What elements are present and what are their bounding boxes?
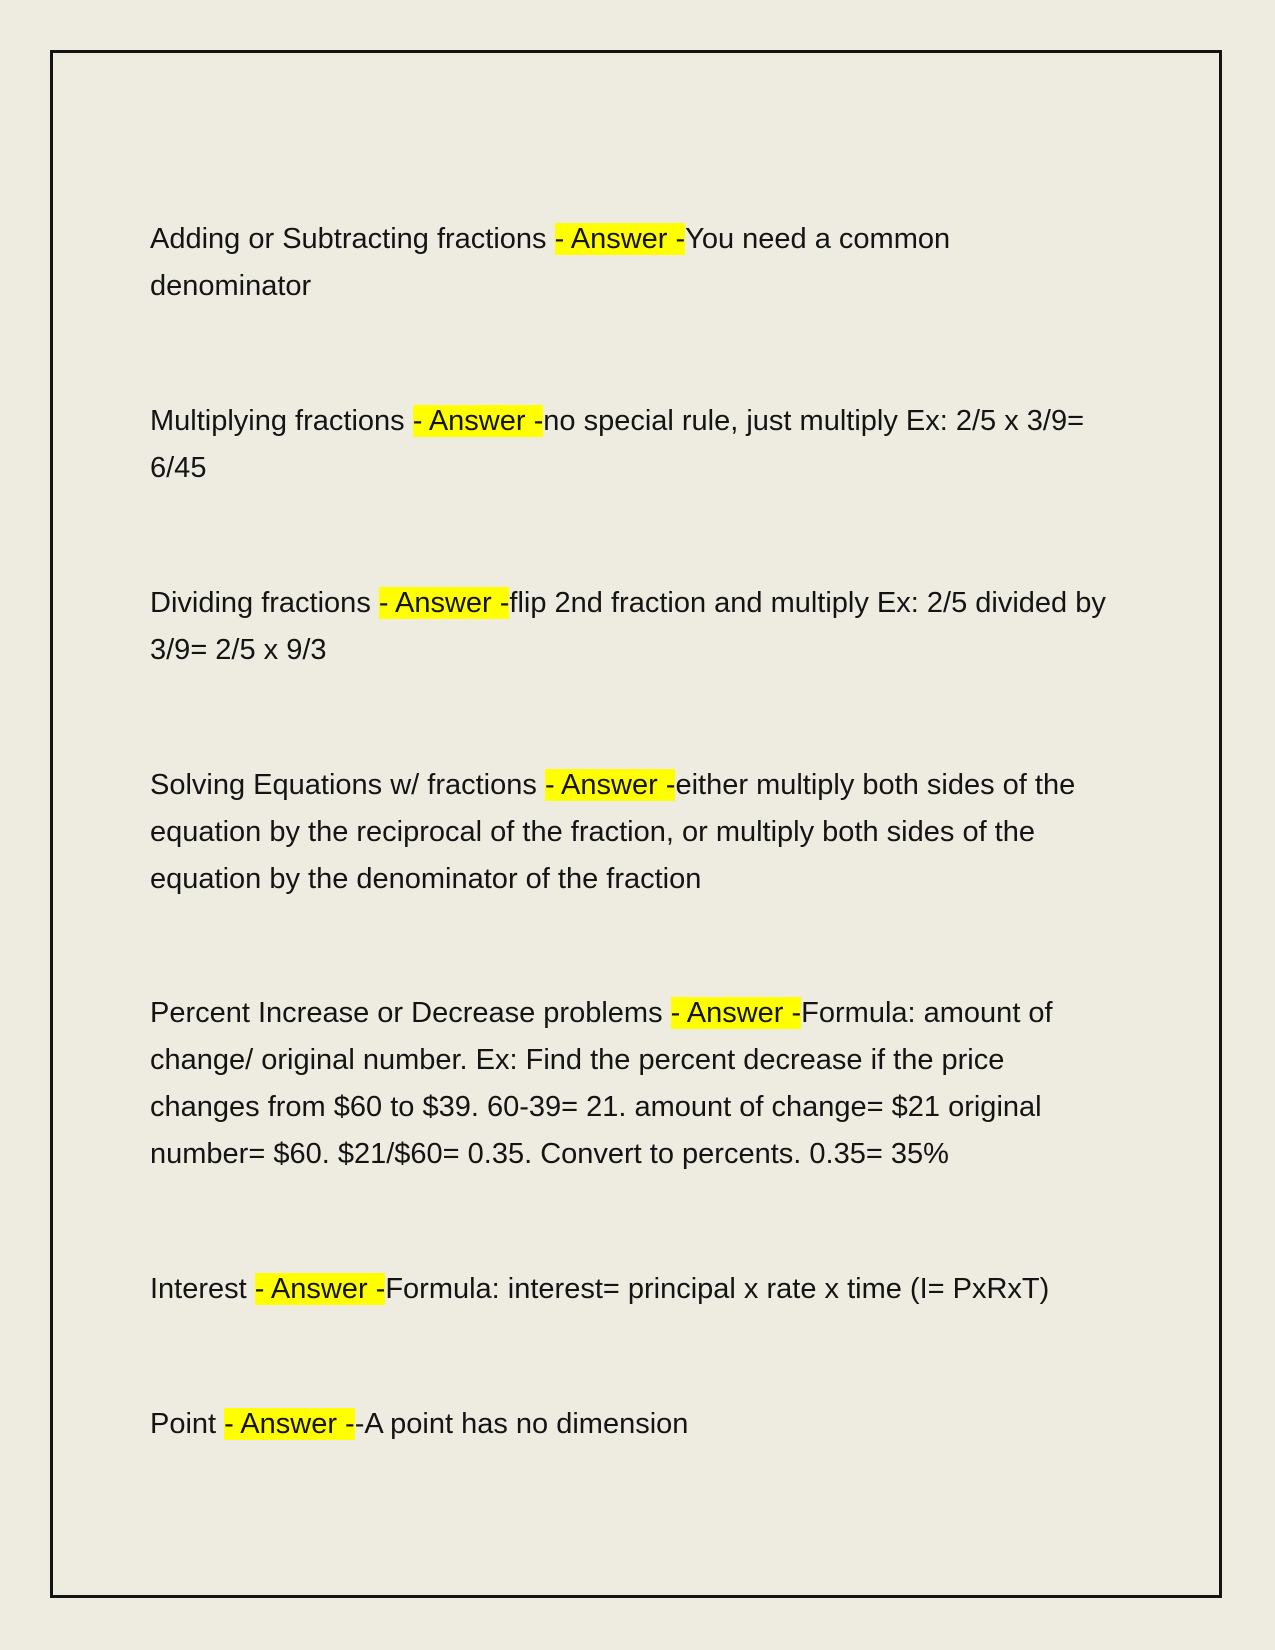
qa-entry-solving-equations xyxy=(150,762,1110,903)
term: Point xyxy=(150,1408,225,1440)
answer-text: Formula: interest= principal x rate x time (I= PxRxT) xyxy=(385,1273,1050,1305)
qa-entry-percent-change xyxy=(150,990,1110,1178)
answer-marker: - Answer - xyxy=(412,405,544,437)
answer-text: no special rule, just multiply Ex: 2/5 x 3/9= 6/45 xyxy=(150,405,1085,484)
term: Percent Increase or Decrease problems xyxy=(150,997,671,1029)
answer-text: either multiply both sides of the equation by the reciprocal of the fraction, or multiply both sides of the equation by the denominator of the fraction xyxy=(150,769,1076,895)
answer-text: You need a common denominator xyxy=(150,223,951,302)
qa-entry-interest xyxy=(150,1266,1110,1313)
term: Solving Equations w/ fractions xyxy=(150,769,545,801)
answer-marker: - Answer - xyxy=(554,223,686,255)
term: Adding or Subtracting fractions xyxy=(150,223,555,255)
term: Multiplying fractions xyxy=(150,405,413,437)
answer-text: -A point has no dimension xyxy=(354,1408,689,1440)
answer-text: Formula: amount of change/ original number. Ex: Find the percent decrease if the price changes from $60 to $39. 60-39= 21. amount of change= $21 original number= $60. $21/$60= 0.35. Convert to percents. 0.35= 35% xyxy=(150,997,1053,1170)
qa-entry-point xyxy=(150,1401,1110,1448)
answer-marker: - Answer - xyxy=(224,1408,355,1440)
answer-marker: - Answer - xyxy=(378,587,510,619)
answer-marker: - Answer - xyxy=(670,997,802,1029)
qa-entry-adding-fractions xyxy=(150,216,1110,310)
answer-marker: - Answer - xyxy=(544,769,676,801)
term: Interest xyxy=(150,1273,255,1305)
term: Dividing fractions xyxy=(150,587,379,619)
answer-marker: - Answer - xyxy=(254,1273,386,1305)
qa-entry-dividing-fractions xyxy=(150,580,1110,674)
answer-text: flip 2nd fraction and multiply Ex: 2/5 divided by 3/9= 2/5 x 9/3 xyxy=(150,587,1106,666)
qa-entry-multiplying-fractions xyxy=(150,398,1110,492)
